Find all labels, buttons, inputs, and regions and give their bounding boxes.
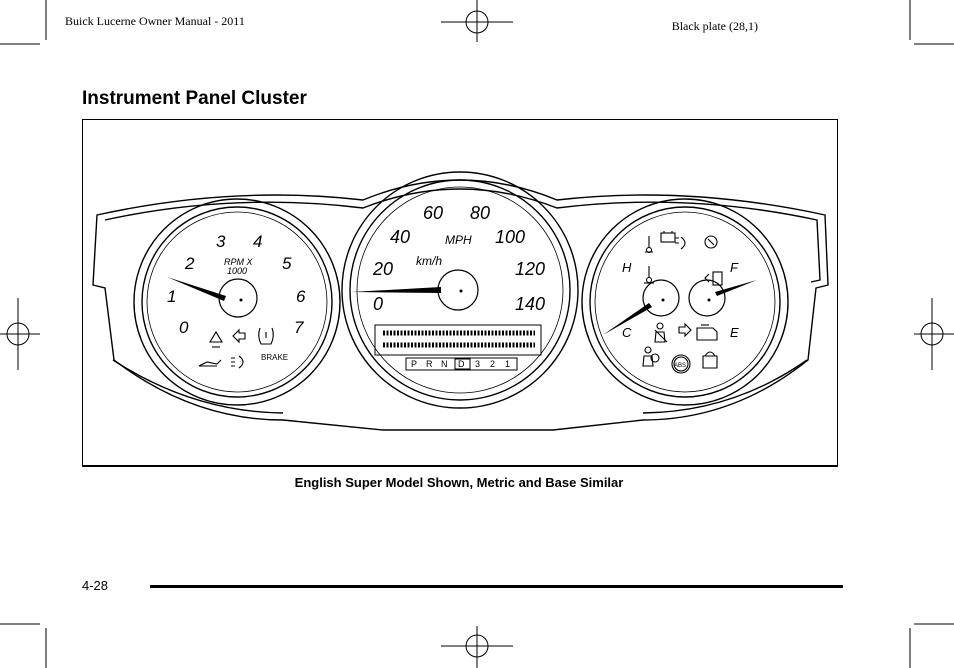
temp-cold-label: C bbox=[622, 325, 632, 340]
speed-number: 140 bbox=[515, 294, 546, 314]
tach-number: 5 bbox=[282, 254, 292, 273]
registration-mark-bottom bbox=[441, 626, 513, 668]
turn-signal-right-icon bbox=[679, 324, 691, 336]
section-title: Instrument Panel Cluster bbox=[82, 88, 307, 109]
tach-number: 0 bbox=[179, 318, 189, 337]
rpm-label: RPM X bbox=[224, 257, 253, 267]
manual-title: Buick Lucerne Owner Manual - 2011 bbox=[65, 14, 245, 28]
cluster-housing bbox=[93, 180, 828, 430]
tach-number: 2 bbox=[185, 254, 195, 273]
fuel-pump-icon bbox=[705, 272, 722, 285]
speedometer-needle-hub bbox=[438, 270, 478, 310]
speed-number: 80 bbox=[470, 203, 491, 223]
gear-r: R bbox=[426, 359, 433, 369]
speed-number: 20 bbox=[373, 259, 394, 279]
tachometer-dial bbox=[134, 199, 340, 405]
temp-hot-label: H bbox=[622, 260, 632, 275]
speed-number: 120 bbox=[515, 259, 546, 279]
gear-3: 3 bbox=[475, 359, 481, 369]
speed-number: 60 bbox=[423, 203, 444, 223]
gear-p: P bbox=[411, 359, 418, 369]
page-number: 4-28 bbox=[82, 578, 109, 593]
oil-pressure-icon bbox=[199, 360, 221, 366]
gear-indicator bbox=[406, 358, 517, 370]
registration-mark-left bbox=[0, 298, 40, 370]
instrument-cluster-figure bbox=[82, 119, 838, 467]
registration-mark-top bbox=[441, 0, 513, 42]
check-engine-icon bbox=[697, 325, 717, 340]
brake-label: BRAKE bbox=[261, 353, 289, 362]
fuel-empty-label: E bbox=[730, 325, 739, 340]
headlamp-icon bbox=[675, 237, 685, 249]
battery-icon bbox=[661, 231, 675, 242]
tach-number: 3 bbox=[216, 232, 226, 251]
abs-label: ABS bbox=[674, 363, 687, 369]
fuel-full-label: F bbox=[730, 260, 738, 275]
security-icon bbox=[703, 352, 717, 368]
figure-caption: English Super Model Shown, Metric and Base Similar bbox=[294, 475, 624, 490]
footer-rule bbox=[150, 585, 843, 588]
speed-number: 0 bbox=[373, 294, 384, 314]
airbag-icon bbox=[643, 347, 659, 366]
temp-needle-hub bbox=[643, 280, 679, 316]
fog-lamp-icon bbox=[231, 356, 243, 368]
gear-d: D bbox=[458, 359, 465, 369]
gear-n: N bbox=[441, 359, 448, 369]
gear-2: 2 bbox=[490, 359, 496, 369]
tach-number: 7 bbox=[294, 318, 304, 337]
driver-info-display bbox=[375, 325, 541, 355]
rpm-multiplier-label: 1000 bbox=[227, 266, 248, 276]
kmh-label: km/h bbox=[416, 254, 443, 268]
instrument-cluster-illustration bbox=[83, 120, 837, 465]
traction-control-icon bbox=[210, 332, 222, 347]
coolant-temp-icon bbox=[645, 236, 653, 253]
tach-number: 1 bbox=[167, 287, 177, 306]
mph-label: MPH bbox=[445, 233, 472, 247]
tire-pressure-icon bbox=[259, 328, 274, 344]
service-icon bbox=[705, 236, 717, 248]
registration-mark-right bbox=[914, 298, 954, 370]
speedometer-needle bbox=[351, 287, 441, 293]
tach-number: 6 bbox=[296, 287, 306, 306]
tach-number: 4 bbox=[253, 232, 263, 251]
speed-number: 40 bbox=[390, 227, 411, 247]
seatbelt-icon bbox=[655, 323, 667, 342]
turn-signal-left-icon bbox=[233, 330, 245, 342]
speed-number: 100 bbox=[495, 227, 526, 247]
temp-gauge-icon bbox=[644, 266, 654, 283]
plate-label: Black plate (28,1) bbox=[671, 19, 758, 33]
gear-1: 1 bbox=[505, 359, 511, 369]
temp-fuel-dial bbox=[582, 199, 788, 405]
